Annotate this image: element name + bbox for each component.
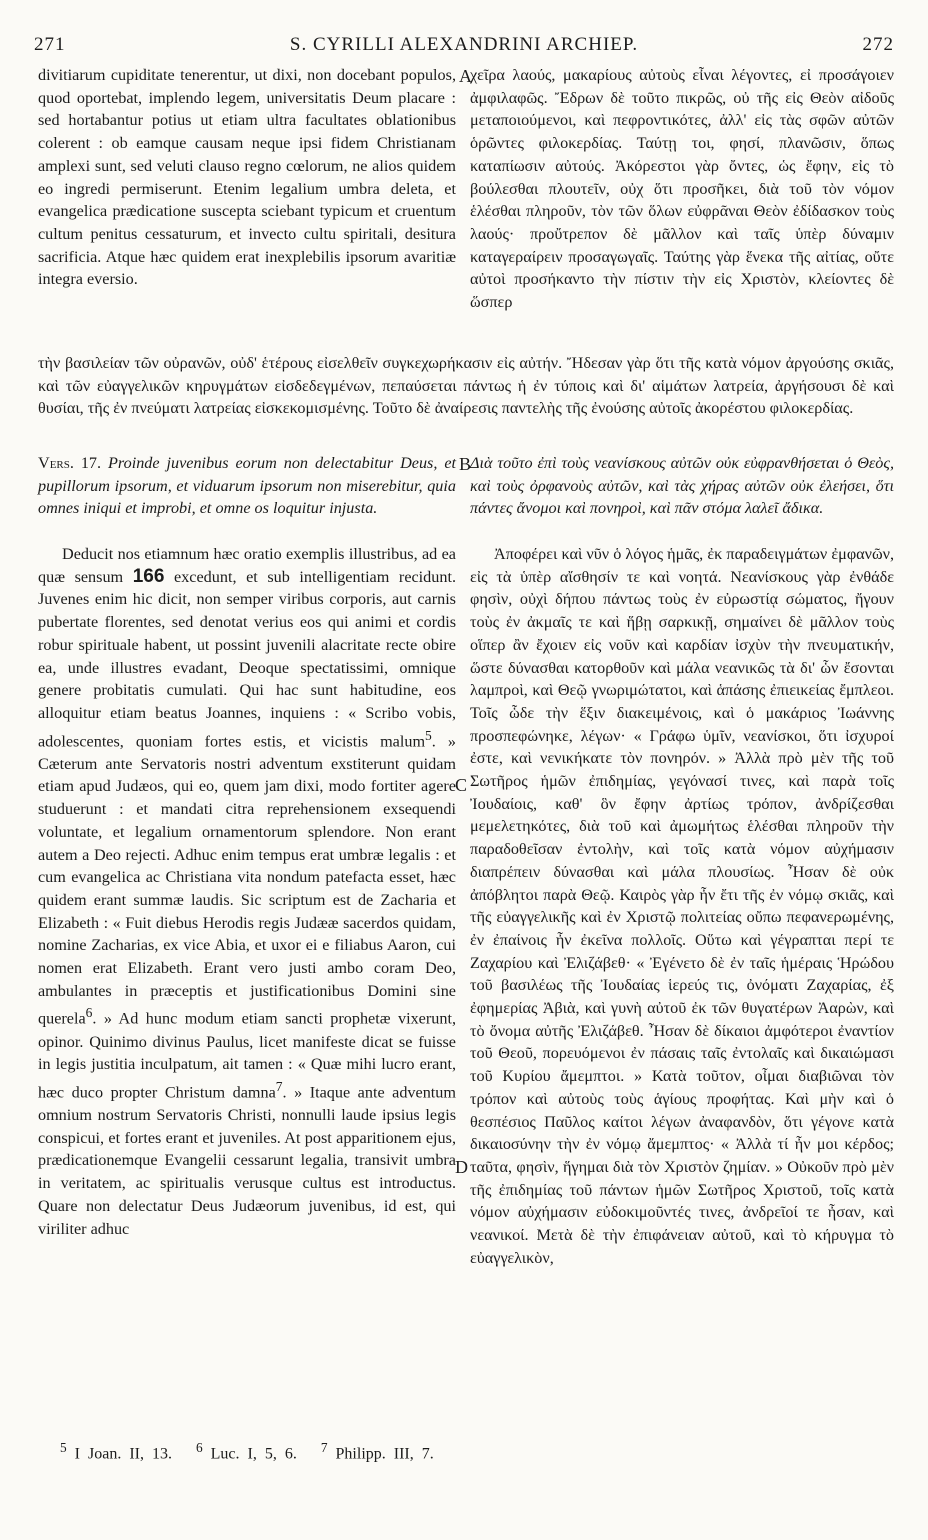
column-number: 166 xyxy=(132,565,165,587)
latin-text-part-5: . » Itaque ante adventum omnium nostrum Servatoris Christi, nonnulli laude ipsius legis conspicui, et fortes erant et juveniles. At post apparitionem ejus, prædicationemque Evangelii cessarunt legalia, transivit umbra in veritatem, ac spiritualis verusque cultus est introductus. Quare non delectatur Deus Judæorum juvenibus, id est, qui viriliter adhuc xyxy=(38,1083,456,1238)
section-marker-c: C xyxy=(455,775,468,795)
footnote-ref-6[interactable]: 6 xyxy=(85,1005,93,1021)
greek-commentary: Ἀποφέρει καὶ νῦν ὁ λόγος ἡμᾶς, ἐκ παραδειγμάτων ἐμφανῶν, εἰς τὰ ὑπὲρ αἴσθησίν τε καὶ νοητά. Νεανίσκους γὰρ ἐνθάδε φησὶν, οὐχὶ δήπου πάντως τοὺς ἐν εὐρωστίᾳ σώματος, ἤγουν τοὺς ἐν ἀκμαῖς τε καὶ ἥβῃ σαρκικῇ, σημαίνει δὲ μᾶλλον τοὺς οἵπερ ἂν ἔχοιεν εἰς νοῦν καὶ καρδίαν ἰσχὺν τὴν πνευματικήν, ὥστε δύνασθαι κατορθοῦν καὶ μάλα νεανικῶς τὰ δι' ὧν ἔσονται λαμπροὶ, καὶ Θεῷ γνωριμώτατοι, καὶ ἁπάσης ἐπιεικείας ἔμπλεοι. Τοῖς ὧδε τὴν ἕξιν διακειμένοις, καὶ ὁ μακάριος Ἰωάννης προσπεφώνηκε, λέγων· « Γράφω ὑμῖν, νεανίσκοι, ὅτι ἰσχυροί ἐστε, καὶ νενικήκατε τὸν πονηρόν. » Ἀλλὰ πρὸ μὲν τῆς τοῦ Σωτῆρος ἡμῶν ἐπιδημίας, γεγόνασί τινες, καὶ παρὰ τοῖς Ἰουδαίοις, καθ' ὃν ἔφην ἀρτίως τρόπον, ἀνδρίζεσθαι μεμελετηκότες, διὰ τοῦ καὶ ἀμωμήτως ἑλέσθαι πληροῦν τὴν παραδοθεῖσαν ἐντολὴν, καὶ τοῖς κατὰ νόμον αὐχήμασιν διαπρέπειν δύνασθαι καὶ μάλα πλουσίως. Ἦσαν δὲ οὐκ ἀπόβλητοι παρὰ Θεῷ. Καιρὸς γὰρ ἦν ἔτι τῆς ἐν νόμῳ σκιᾶς, καὶ τῆς εὐαγγελικῆς καὶ ἐν Χριστῷ πολιτείας οὔπω πεφανερωμένης, ἐν ἐπαίνοις ἦν ἐκεῖνα πολλοῖς. Οὕτω καὶ γέγραπται περί τε Ζαχαρίου καὶ Ἐλιζάβεθ· « Ἐγένετο δὲ ἐν ταῖς ἡμέραις Ἡρώδου τοῦ βασιλέως τῆς Ἰουδαίας ἱερεύς τις, ὀνόματι Ζαχαρίας, ἐξ ἐφημερίας Ἀβιὰ, καὶ γυνὴ αὐτοῦ ἐκ τῶν θυγατέρων Ἀαρὼν, καὶ τὸ ὄνομα αὐτῆς Ἐλιζάβεθ. Ἦσαν δὲ δίκαιοι ἀμφότεροι ἐναντίον τοῦ Θεοῦ, πορευόμενοι ἐν πάσαις ταῖς ἐντολαῖς καὶ δικαιώμασι τοῦ Κυρίου ἄμεμπτοι. » Κατὰ τοῦτον, οἶμαι διαβιῶναι τὸν τρόπον καὶ αὐτοὺς τοὺς ἁγίους προφήτας. Καὶ μὴν καὶ ὁ θεσπέσιος Παῦλος καίτοι λέγων ἀναφανδὸν, ὅτι γέγονε κατὰ δικαιοσύνην τὴν ἐν νόμῳ ἄμεμπτος· « Ἀλλὰ τί ἦν μοι κέρδος; ταῦτα, φησὶν, ἥγημαι διὰ τὸν Χριστὸν ζημίαν. » Οὐκοῦν πρὸ μὲν τῆς ἐπιδημίας τοῦ πάντων ἡμῶν Σωτῆρος Χριστοῦ, τοῖς κατὰ νόμον αὐχήμασιν εὐδοκιμοῦντές τινες, ἀνδρεῖοί τε ἦσαν, καὶ νεανικοί. Μετὰ δὲ τὴν ἐπιφάνειαν αὐτοῦ, καὶ τὸ κήρυγμα τὸ εὐαγγελικὸν, xyxy=(470,545,894,1267)
greek-paragraph-a: χεῖρα λαούς, μακαρίους αὐτοὺς εἶναι λέγοντες, εἰ προσάγοιεν ἀμφιλαφῶς. Ἔδρων δὲ τοῦτο πικρῶς, οὐ τῆς εἰς Θεὸν αἰδοῦς μεταποιούμενοι, καὶ πεφροντικότες, ἀλλ' εἰς τὰς σφῶν αὐτῶν ὁρῶντες φιλοκερδίας. Ταύτῃ τοι, φησί, πλανῶσιν, ὅπως καταπίωσιν αὐτούς. Ἀκόρεστοι γὰρ ὄντες, ὡς ἔφην, εἰς τὸ βούλεσθαι πλουτεῖν, οὐχ ὅτι προσῆκει, διὰ τοῦ τὸν νόμον ἑλέσθαι πληροῦν, τὸν τῶν ὅλων εὐφρᾶναι Θεὸν ἐδίδασκον τοὺς λαούς· προὔτρεπον δὲ μᾶλλον καὶ ταῖς ὑπὲρ δύναμιν καταγεραίρειν προσαγωγαῖς. Ταύτης γὰρ ἕνεκα τῆς αἰτίας, οὔτε αὐτοὶ προσήκαντο τὴν πίστιν τὴν εἰς Χριστὸν, κλείοντες δὲ ὥσπερ xyxy=(470,66,894,312)
verse-label: Vers. 17. xyxy=(38,454,102,472)
page-number-right: 272 xyxy=(862,34,894,55)
footnote-number-5: 5 xyxy=(60,1440,67,1455)
footnote-ref-7[interactable]: 7 xyxy=(275,1078,283,1094)
footnote-ref-5[interactable]: 5 xyxy=(425,727,432,743)
footnotes xyxy=(60,1440,434,1463)
section-marker-b: B xyxy=(459,454,472,474)
verse-latin xyxy=(38,452,456,520)
latin-paragraph-a: divitiarum cupiditate tenerentur, ut dixi, non docebant populos, quod oportebat, implendo legem, universitatis Deum placare : sed hortabantur potius ut etiam ultra facultates oblationibus colerent : ob eamque causam neque ipsi fidem Christianam amplexi sunt, sed veluti clauso regno cœlorum, ne alios quidem eo ingredi permiserunt. Etenim legalium umbra deleta, et evangelica prædicatione suscepta sciebant typicum et cruentum cultum penitus cessaturum, et invecto cultu spiritali, desitura sacrificia. Atque hæc quidem erat inexplebilis ipsorum avaritiæ integra eversio. xyxy=(38,66,456,289)
footnote-number-7: 7 xyxy=(320,1440,328,1455)
footnote-7: Philipp. III, 7. xyxy=(335,1445,434,1463)
section-marker-d: D xyxy=(455,1157,468,1177)
greek-paragraph-a-full-width: τὴν βασιλείαν τῶν οὐρανῶν, οὐδ' ἑτέρους εἰσελθεῖν συγκεχωρήκασιν εἰς αὐτήν. Ἤδεσαν γὰρ ὅτι τῆς κατὰ νόμον ἀργούσης σκιᾶς, καὶ τῶν εὐαγγελικῶν κηρυγμάτων εἰσδεδεγμένων, πεπαύσεται πάντως ἡ ἐν τύποις καὶ δι' αἱμάτων λατρεία, ἀργήσουσι δὲ καὶ θυσίαι, τῆς ἐν πνεύματι λατρείας εἰσκεκομισμένης. Τοῦτο δὲ ἀναίρεσις παντελὴς τῆς ἐνούσης αὐτοῖς ἀκορέστου φιλοκερδίας. xyxy=(38,354,894,418)
section-marker-a: A xyxy=(459,66,472,86)
latin-commentary xyxy=(38,543,456,1433)
page-number-left: 271 xyxy=(34,34,66,55)
running-header xyxy=(34,34,894,60)
footnote-5: I Joan. II, 13. xyxy=(74,1445,172,1463)
latin-text-part-2: excedunt, et sub intelligentiam recidunt. Juvenes enim hic dicit, non semper viribus corporis, aut carnis pubertate florentes, sed denotat verius eos qui animi et cordis robur spirituale habent, ut possint juvenili alacritate recte obire ea, unde illustres evadant, Deoque spectatissimi, omnique genere probitatis cumulati. Qui hac sunt habitudine, eos alloquitur etiam beatus Joannes, inquiens : « Scribo vobis, adolescentes, quoniam fortes estis, et vicistis malum xyxy=(38,567,457,751)
running-title: S. CYRILLI ALEXANDRINI ARCHIEP. xyxy=(289,34,639,55)
footnote-6: Luc. I, 5, 6. xyxy=(210,1445,297,1463)
footnote-number-6: 6 xyxy=(195,1440,203,1455)
latin-text-part-3: . » Cæterum ante Servatoris nostri adventum exstiterunt quidam etiam apud Judæos, qui eo, quem jam dixi, modo fortiter agere studuerunt : et mandati citra reprehensionem exsequendi voluntate, et legalium ornamentorum splendore. Non erant autem a Deo rejecti. Adhuc enim tempus erat umbræ legalis : et cum evangelica ac Christiana vita nondum patefacta esset, hæc quidem erant summæ laudis. Sic scriptum est de Zacharia et Elizabeth : « Fuit diebus Herodis regis Judææ sacerdos quidam, nomine Zacharias, ex vice Abia, et uxor ei e filiabus Aaron, cui nomen erat Elizabeth. Erant vero justi ambo coram Deo, ambulantes in præceptis et justificationibus Domini sine querela xyxy=(38,732,456,1028)
latin-text-part-4: . » Ad hunc modum etiam sancti prophetæ vixerunt, opinor. Quinimo divinus Paulus, licet manifeste dicat se fuisse in legis justitia inculpatum, ait tamen : « Quæ mihi lucro erant, hæc duco propter Christum damna xyxy=(38,1009,456,1102)
verse-greek: Διὰ τοῦτο ἐπὶ τοὺς νεανίσκους αὐτῶν οὐκ εὐφρανθήσεται ὁ Θεὸς, καὶ τοὺς ὀρφανοὺς αὐτῶν, καὶ τὰς χήρας αὐτῶν οὐκ ἐλεήσει, ὅτι πάντες ἄνομοι καὶ πονηροὶ, καὶ πᾶν στόμα λαλεῖ ἄδικα. xyxy=(470,454,894,518)
verse-latin-text: Proinde juvenibus eorum non delectabitur Deus, et pupillorum ipsorum, et viduarum ipsorum non miserebitur, quia omnes iniqui et improbi, et omne os loquitur injusta. xyxy=(38,454,457,518)
latin-text-part-1: Deducit nos etiamnum hæc oratio exemplis illustribus, ad ea quæ sensum xyxy=(38,545,456,586)
